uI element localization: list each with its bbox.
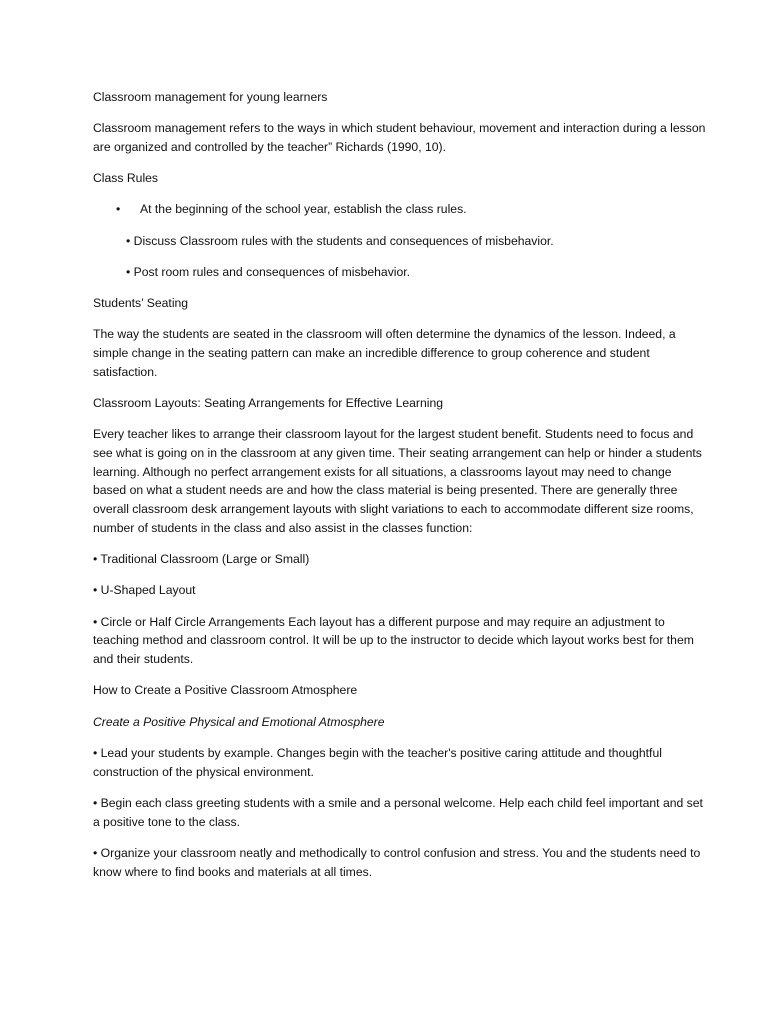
bullet-icon: • bbox=[116, 202, 121, 217]
class-rule-item: • Post room rules and consequences of misbehavior. bbox=[126, 264, 411, 279]
atmosphere-heading: How to Create a Positive Classroom Atmosphere bbox=[93, 683, 358, 698]
atmosphere-item: • Begin each class greeting students with a smile and a personal welcome. Help each child feel important and set a positive tone to the class. bbox=[93, 795, 703, 829]
document-title: Classroom management for young learners bbox=[93, 90, 328, 104]
class-rule-item bbox=[93, 200, 708, 219]
layout-item: • Circle or Half Circle Arrangements Each layout has a different purpose and may require an adjustment to teaching method and classroom control. It will be up to the instructor to decide which layout works best for them and their students. bbox=[93, 614, 694, 667]
intro-paragraph: Classroom management refers to the ways in which student behaviour, movement and interaction during a lesson are organized and controlled by the teacher” Richards (1990, 10). bbox=[93, 121, 706, 154]
seating-heading: Students’ Seating bbox=[93, 295, 189, 310]
class-rules-heading: Class Rules bbox=[93, 171, 159, 186]
layouts-heading: Classroom Layouts: Seating Arrangements for Effective Learning bbox=[93, 395, 444, 410]
atmosphere-item: • Organize your classroom neatly and methodically to control confusion and stress. You and the students need to know where to find books and materials at all times. bbox=[93, 845, 701, 879]
atmosphere-item: • Lead your students by example. Changes begin with the teacher's positive caring attitude and thoughtful construction of the physical environment. bbox=[93, 745, 662, 779]
layout-item: • Traditional Classroom (Large or Small) bbox=[93, 552, 310, 567]
class-rule-text: At the beginning of the school year, establish the class rules. bbox=[140, 202, 467, 217]
class-rule-item: • Discuss Classroom rules with the students and consequences of misbehavior. bbox=[126, 233, 554, 248]
atmosphere-subheading: Create a Positive Physical and Emotional Atmosphere bbox=[93, 714, 385, 729]
layouts-paragraph: Every teacher likes to arrange their classroom layout for the largest student benefit. Students need to focus and see what is going on in the classroom at any given time. Their seating arrangement can help or hinder a students learning. Although no perfect arrangement exists for all situations, a classrooms layout may need to change based on what a student needs are and how the class material is being presented. There are generally three overall classroom desk arrangement layouts with slight variations to each to accommodate different size rooms, number of students in the class and also assist in the classes function: bbox=[93, 427, 702, 536]
layout-item: • U-Shaped Layout bbox=[93, 583, 196, 598]
seating-paragraph: The way the students are seated in the classroom will often determine the dynamics of the lesson. Indeed, a simple change in the seating pattern can make an incredible difference to group coherence and student satisfaction. bbox=[93, 327, 676, 379]
